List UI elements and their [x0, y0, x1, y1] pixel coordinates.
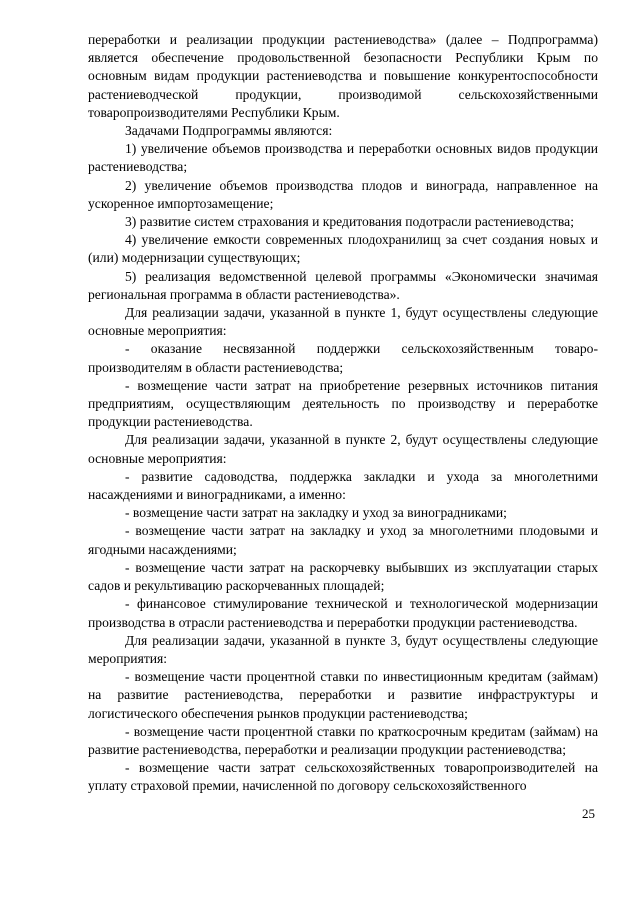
paragraph: Для реализации задачи, указанной в пункте 2, будут осуществлены следующие основные мероприятия:: [88, 432, 598, 466]
paragraph: - финансовое стимулирование технической и технологической модернизации производства в отрасли растениеводства и переработки продукции растениеводства.: [88, 596, 598, 630]
page-number: 25: [582, 806, 595, 821]
paragraph: - оказание несвязанной поддержки сельскохозяйственным товаро-производителям в области растениеводства;: [88, 341, 598, 375]
paragraph: - возмещение части затрат на приобретение резервных источников питания предприятиям, осуществляющим деятельность по производству и переработке продукции растениеводства.: [88, 377, 598, 430]
paragraph: Для реализации задачи, указанной в пункте 1, будут осуществлены следующие основные мероприятия:: [88, 305, 598, 339]
paragraph: - возмещение части затрат на закладку и уход за многолетними плодовыми и ягодными насаждениями;: [88, 523, 598, 557]
document-body: [88, 31, 598, 796]
paragraph: 3) развитие систем страхования и кредитования подотрасли растениеводства;: [125, 214, 574, 230]
paragraph: - возмещение части процентной ставки по краткосрочным кредитам (займам) на развитие растениеводства, переработки и реализации продукции растениеводства;: [88, 723, 598, 757]
paragraph: переработки и реализации продукции растениеводства» (далее – Подпрограмма) является обеспечение продовольственной безопасности Республики Крым по основным видам продукции растениеводства и повышение конкурентоспособности растениеводческой продукции, производимой сельскохозяйственными товаропроизводителями Республики Крым.: [88, 32, 598, 120]
paragraph: - возмещение части затрат на закладку и уход за виноградниками;: [125, 505, 507, 521]
paragraph: - возмещение части затрат сельскохозяйственных товаропроизводителей на уплату страховой премии, начисленной по договору сельскохозяйственного: [88, 760, 598, 794]
paragraph: 2) увеличение объемов производства плодов и винограда, направленное на ускоренное импортозамещение;: [88, 177, 598, 211]
paragraph: - возмещение части затрат на раскорчевку выбывших из эксплуатации старых садов и рекультивацию раскорчеванных площадей;: [88, 559, 598, 594]
paragraph: - развитие садоводства, поддержка закладки и ухода за многолетними насаждениями и виноградниками, а именно:: [88, 468, 598, 503]
paragraph: 1) увеличение объемов производства и переработки основных видов продукции растениеводства;: [88, 141, 598, 175]
paragraph: Задачами Подпрограммы являются:: [125, 123, 333, 139]
paragraph: 4) увеличение емкости современных плодохранилищ за счет создания новых и (или) модернизации существующих;: [88, 232, 598, 266]
paragraph: 5) реализация ведомственной целевой программы «Экономически значимая региональная программа в области растениеводства».: [88, 268, 598, 302]
paragraph: - возмещение части процентной ставки по инвестиционным кредитам (займам) на развитие растениеводства, переработки и развитие инфраструктуры и логистического обеспечения рынков продукции растениеводства;: [88, 669, 598, 721]
paragraph: Для реализации задачи, указанной в пункте 3, будут осуществлены следующие мероприятия:: [88, 632, 598, 666]
